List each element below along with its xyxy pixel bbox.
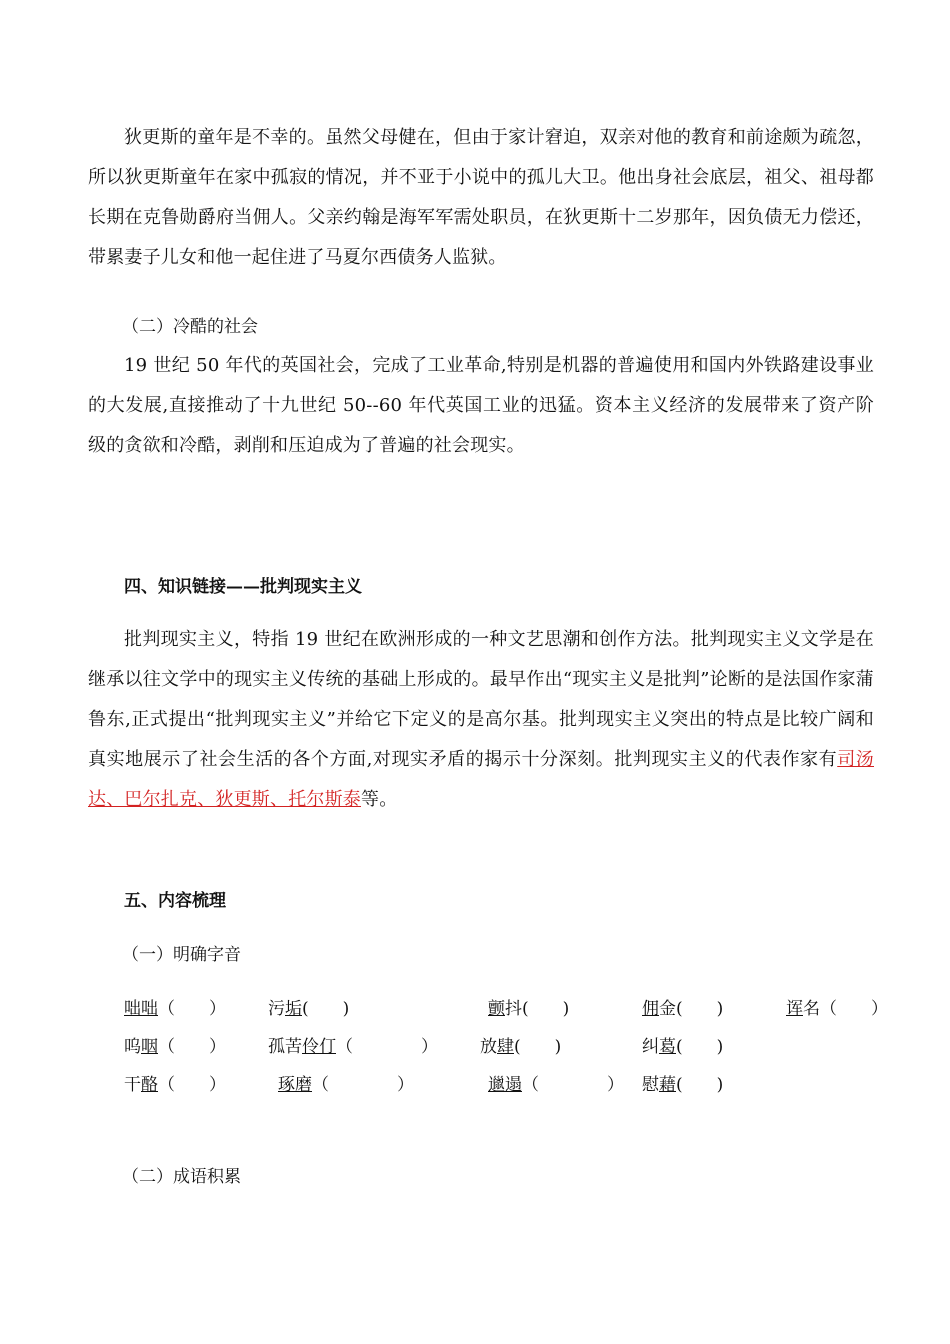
subsection-pronunciation-title: （一）明确字音 bbox=[122, 945, 241, 965]
pronunciation-item: 孤苦伶仃（ ） bbox=[268, 1037, 438, 1057]
subsection-cold-society-title: （二）冷酷的社会 bbox=[122, 317, 258, 337]
childhood-paragraph: 狄更斯的童年是不幸的。虽然父母健在，但由于家计窘迫，双亲对他的教育和前途颇为疏忽，所以狄更斯童年在家中孤寂的情况，并不亚于小说中的孤儿大卫。他出身社会底层，祖父、祖母都长期在克鲁勋爵府当佣人。父亲约翰是海军军需处职员，在狄更斯十二岁那年，因负债无力偿还，带累妻子儿女和他一起住进了马夏尔西债务人监狱。 bbox=[88, 127, 874, 268]
pronunciation-item: 干酪（ ） bbox=[124, 1075, 226, 1095]
pronunciation-item: 琢磨（ ） bbox=[278, 1075, 414, 1095]
pronunciation-item: 咄咄（ ） bbox=[124, 999, 226, 1019]
critical-realism-text-end: 等。 bbox=[361, 789, 398, 810]
representative-authors: 司汤达、巴尔扎克、狄更斯、托尔斯泰 bbox=[88, 749, 874, 810]
pronunciation-item: 颤抖( ) bbox=[488, 999, 570, 1019]
pronunciation-item: 诨名（ ） bbox=[786, 999, 888, 1019]
pronunciation-item: 呜咽（ ） bbox=[124, 1037, 226, 1057]
critical-realism-text: 批判现实主义，特指 19 世纪在欧洲形成的一种文艺思潮和创作方法。批判现实主义文学是在继承以往文学中的现实主义传统的基础上形成的。最早作出“现实主义是批判”论断的是法国作家蒲鲁东,正式提出“批判现实主义”并给它下定义的是高尔基。批判现实主义突出的特点是比较广阔和真实地展示了社会生活的各个方面,对现实矛盾的揭示十分深刻。批判现实主义的代表作家有 bbox=[88, 629, 874, 770]
pronunciation-item: 佣金( ) bbox=[642, 999, 724, 1019]
subsection-idioms-title: （二）成语积累 bbox=[122, 1167, 241, 1187]
pronunciation-item: 邋遢（ ） bbox=[488, 1075, 624, 1095]
section-critical-realism-title: 四、知识链接——批判现实主义 bbox=[124, 577, 362, 597]
section-content-title: 五、内容梳理 bbox=[124, 891, 226, 911]
cold-society-paragraph: 19 世纪 50 年代的英国社会，完成了工业革命,特别是机器的普遍使用和国内外铁路建设事业的大发展,直接推动了十九世纪 50--60 年代英国工业的迅猛。资本主义经济的发展带来了资产阶级的贪欲和冷酷，剥削和压迫成为了普遍的社会现实。 bbox=[88, 355, 874, 456]
pronunciation-item: 慰藉( ) bbox=[642, 1075, 724, 1095]
pronunciation-item: 污垢( ) bbox=[268, 999, 350, 1019]
critical-realism-paragraph bbox=[88, 620, 874, 820]
pronunciation-item: 纠葛( ) bbox=[642, 1037, 724, 1057]
pronunciation-item: 放肆( ) bbox=[480, 1037, 562, 1057]
